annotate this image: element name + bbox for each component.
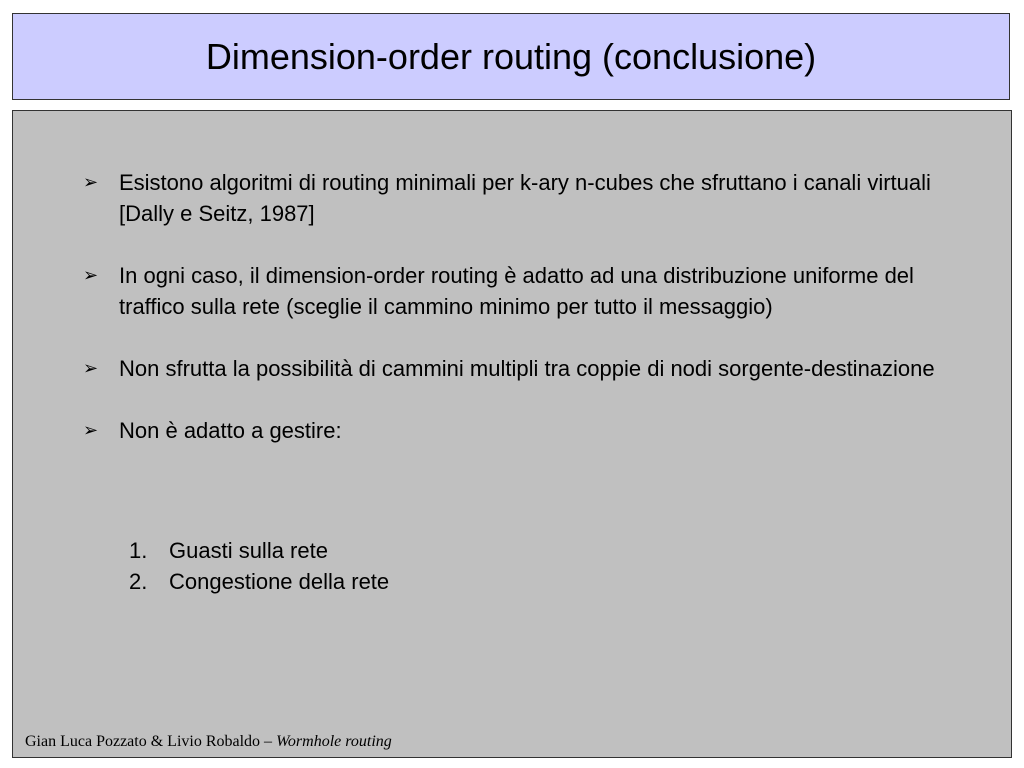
slide-title: Dimension-order routing (conclusione): [205, 35, 817, 77]
numbered-text: Guasti sulla rete: [169, 538, 328, 563]
numbered-text: Congestione della rete: [169, 569, 390, 594]
footer-authors: Gian Luca Pozzato & Livio Robaldo –: [25, 733, 277, 750]
bullet-text: Non sfrutta la possibilità di cammini multipli tra coppie di nodi sorgente-destinazione: [119, 356, 935, 381]
title-box: [12, 13, 1010, 100]
number-marker: 2.: [129, 569, 148, 594]
bullet-item: [83, 167, 953, 229]
arrow-bullet-icon: ➢: [83, 420, 99, 441]
bullet-text: Esistono algoritmi di routing minimali per k-ary n-cubes che sfruttano i canali virtuali [Dally e Seitz, 1987]: [119, 170, 931, 226]
footer-topic: Wormhole routing: [276, 733, 392, 750]
numbered-item: [129, 566, 389, 597]
number-marker: 1.: [129, 538, 148, 563]
footer: [25, 733, 392, 751]
bullet-text: In ogni caso, il dimension-order routing è adatto ad una distribuzione uniforme del traffico sulla rete (sceglie il cammino minimo per tutto il messaggio): [119, 263, 914, 319]
content-box: [12, 110, 1012, 758]
numbered-item: [129, 535, 389, 566]
bullet-item: [83, 260, 953, 322]
bullet-list: [83, 167, 953, 477]
arrow-bullet-icon: ➢: [83, 172, 99, 193]
arrow-bullet-icon: ➢: [83, 265, 99, 286]
bullet-item: [83, 415, 953, 446]
bullet-text: Non è adatto a gestire:: [119, 418, 342, 443]
numbered-list: [129, 535, 389, 597]
bullet-item: [83, 353, 953, 384]
arrow-bullet-icon: ➢: [83, 358, 99, 379]
